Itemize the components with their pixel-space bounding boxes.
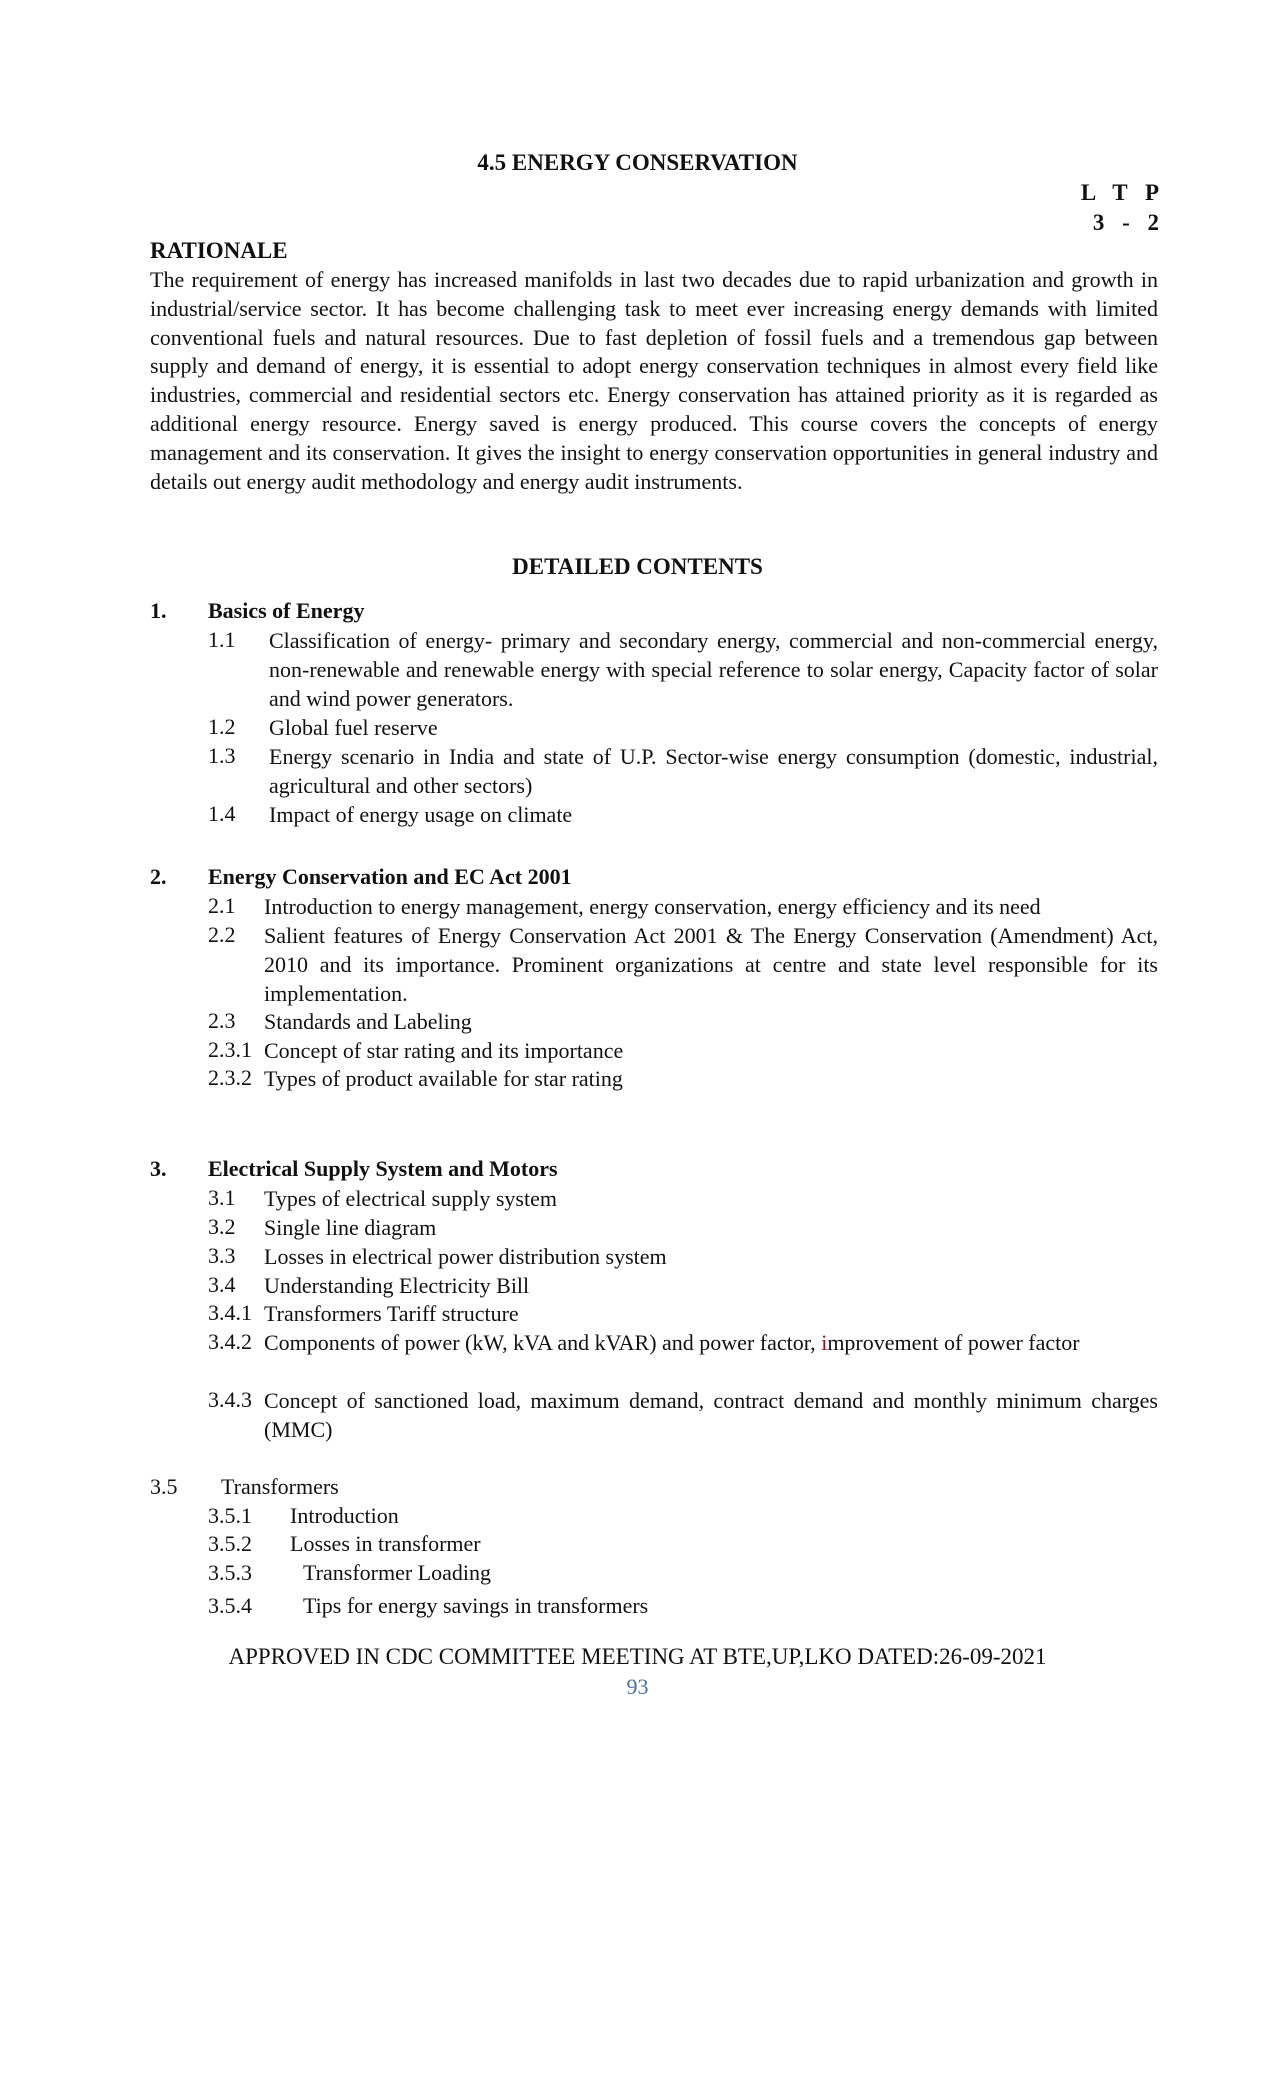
section-title: Basics of Energy: [208, 598, 365, 623]
item-number: 1.2: [208, 714, 236, 739]
item-number: 2.1: [208, 893, 236, 918]
item-text: Classification of energy- primary and secondary energy, commercial and non-commercial energy, non-renewable and renewable energy with special reference to solar energy, Capacity factor of solar and wind power generators.: [269, 628, 1158, 711]
item-number: 2.2: [208, 922, 236, 947]
item-text: Losses in transformer: [290, 1531, 481, 1556]
section-title: Electrical Supply System and Motors: [208, 1156, 558, 1181]
item-number: 3.3: [208, 1243, 236, 1268]
item-text: Types of product available for star rating: [264, 1066, 623, 1091]
item-text: [264, 1329, 1158, 1358]
item-number: 3.1: [208, 1185, 236, 1210]
item-text: Understanding Electricity Bill: [264, 1273, 530, 1298]
item-text: Losses in electrical power distribution system: [264, 1244, 667, 1269]
item-text: Concept of sanctioned load, maximum demand, contract demand and monthly minimum charges (MMC): [264, 1388, 1158, 1442]
section-number: 1.: [150, 598, 167, 623]
item-text: Concept of star rating and its importance: [264, 1038, 624, 1063]
item-text: Transformer Loading: [303, 1560, 491, 1585]
item-number: 3.5.1: [208, 1503, 252, 1528]
page-number: 93: [626, 1674, 649, 1699]
item-number: 3.4.2: [208, 1329, 252, 1354]
item-number: 1.1: [208, 627, 236, 652]
section-title: Energy Conservation and EC Act 2001: [208, 864, 572, 889]
item-number: 2.3.1: [208, 1037, 252, 1062]
item-text: Single line diagram: [264, 1215, 437, 1240]
item-text: Standards and Labeling: [264, 1009, 472, 1034]
item-text-part: mprovement of power factor: [827, 1330, 1080, 1355]
item-number: 3.4.3: [208, 1387, 252, 1412]
item-number: 2.3: [208, 1008, 236, 1033]
item-number: 1.3: [208, 743, 236, 768]
item-number: 3.4: [208, 1272, 236, 1297]
item-number: 3.4.1: [208, 1300, 252, 1325]
item-text: Introduction to energy management, energy conservation, energy efficiency and its need: [264, 894, 1041, 919]
item-number: 3.2: [208, 1214, 236, 1239]
detailed-contents-heading: DETAILED CONTENTS: [512, 554, 763, 579]
item-number: 1.4: [208, 801, 236, 826]
item-text: Types of electrical supply system: [264, 1186, 557, 1211]
item-number: 3.5.2: [208, 1531, 252, 1556]
item-number: 2.3.2: [208, 1065, 252, 1090]
ltp-values: 3 - 2: [1092, 210, 1162, 235]
item-number: 3.5.4: [208, 1593, 252, 1618]
section-number: 3.: [150, 1156, 167, 1181]
item-text-part: Components of power (kW, kVA and kVAR) and power factor,: [264, 1330, 822, 1355]
section-number: 3.5: [150, 1474, 178, 1499]
item-text: Energy scenario in India and state of U.P. Sector-wise energy consumption (domestic, industrial, agricultural and other sectors): [269, 744, 1158, 798]
section-number: 2.: [150, 864, 167, 889]
item-text: Introduction: [290, 1503, 399, 1528]
rationale-text: The requirement of energy has increased manifolds in last two decades due to rapid urbanization and growth in industrial/service sector. It has become challenging task to meet ever increasing energy demands with limited conventional fuels and natural resources. Due to fast depletion of fossil fuels and a tremendous gap between supply and demand of energy, it is essential to adopt energy conservation techniques in almost every field like industries, commercial and residential sectors etc. Energy conservation has attained priority as it is regarded as additional energy resource. Energy saved is energy produced. This course covers the concepts of energy management and its conservation. It gives the insight to energy conservation opportunities in general industry and details out energy audit methodology and energy audit instruments.: [150, 267, 1158, 494]
item-text: Transformers Tariff structure: [264, 1301, 519, 1326]
item-number: 3.5.3: [208, 1560, 252, 1585]
ltp-header: L T P: [1080, 180, 1162, 205]
course-title: 4.5 ENERGY CONSERVATION: [477, 150, 798, 175]
section-title: Transformers: [221, 1474, 339, 1499]
item-text: Global fuel reserve: [269, 715, 438, 740]
approval-footer: APPROVED IN CDC COMMITTEE MEETING AT BTE,UP,LKO DATED:26-09-2021: [228, 1644, 1047, 1669]
item-text: Salient features of Energy Conservation Act 2001 & The Energy Conservation (Amendment) Act, 2010 and its importance. Prominent organizations at centre and state level responsible for its implementation.: [264, 923, 1158, 1006]
item-text-highlight: i: [821, 1330, 828, 1355]
rationale-heading: RATIONALE: [150, 238, 288, 263]
item-text: Tips for energy savings in transformers: [303, 1593, 649, 1618]
item-text: Impact of energy usage on climate: [269, 802, 573, 827]
